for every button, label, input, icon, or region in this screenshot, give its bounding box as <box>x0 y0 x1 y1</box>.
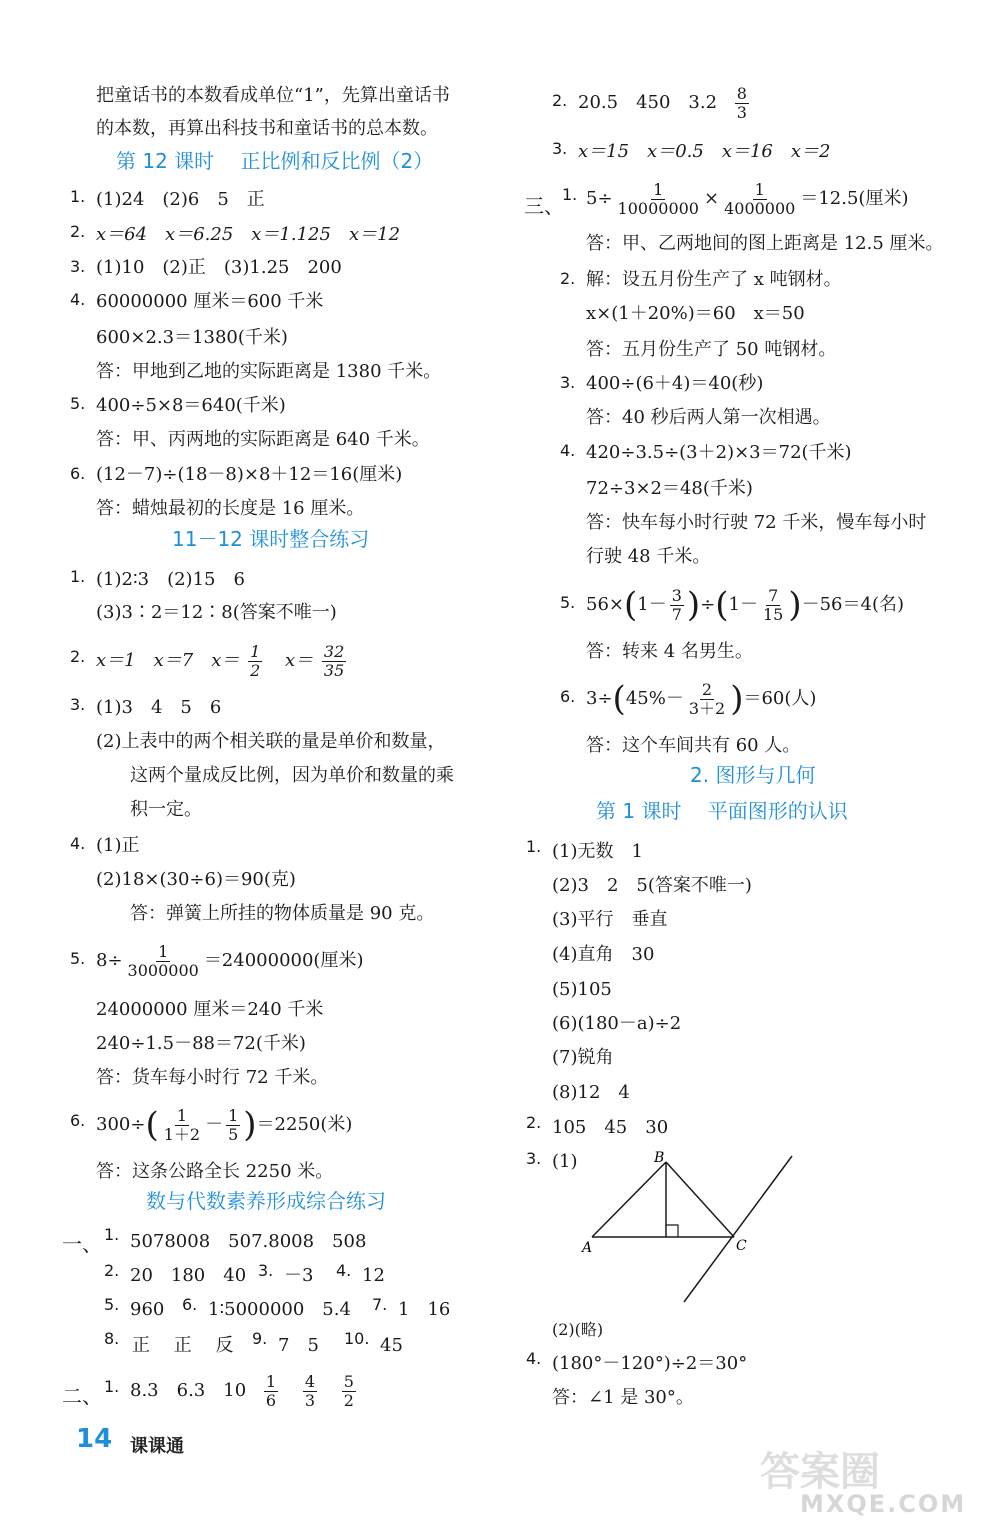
answer-text: (1) <box>552 1151 578 1172</box>
lesson-1-heading: 第 1 课时 平面图形的认识 <box>596 799 848 823</box>
intro-line-2: 的本数，再算出科技书和童话书的总本数。 <box>96 118 438 139</box>
answer-text: (12－7)÷(18－8)×8＋12＝16(厘米) <box>96 464 403 485</box>
item-number: 3. <box>258 1261 274 1280</box>
answer-text: 答：蜡烛最初的长度是 16 厘米。 <box>96 498 365 519</box>
vertex-label-c: C <box>736 1238 747 1254</box>
denominator: 3 <box>736 102 747 122</box>
answer-text: 行驶 48 千米。 <box>586 546 711 567</box>
fraction <box>126 943 201 980</box>
numerator: 1 <box>250 641 261 661</box>
answer-text: (8)12 4 <box>552 1082 630 1103</box>
denominator: 2 <box>250 660 261 680</box>
answer-text: (1)2∶3 (2)15 6 <box>96 569 245 590</box>
answer-text: (3)平行 垂直 <box>552 909 668 930</box>
item-number: 2. <box>70 647 86 666</box>
answer-text: (2)(略) <box>552 1320 604 1339</box>
answer-text: 答：甲、乙两地间的图上距离是 12.5 厘米。 <box>586 233 944 254</box>
answer-text: 45 <box>380 1335 403 1356</box>
numerator: 7 <box>768 585 779 605</box>
numerator: 1 <box>228 1105 239 1125</box>
answer-text: 答：40 秒后两人第一次相遇。 <box>586 407 831 428</box>
item-number: 5. <box>560 593 576 612</box>
answer-text: 答：货车每小时行 72 千米。 <box>96 1067 329 1088</box>
item-number: 7. <box>372 1295 388 1314</box>
fraction <box>616 181 701 218</box>
answer-text: 正 正 反 <box>132 1335 234 1356</box>
item-number: 2. <box>560 269 576 288</box>
answer-text <box>130 1370 359 1412</box>
answer-part: 3÷ <box>586 688 613 709</box>
answer-text <box>96 640 349 682</box>
answer-text <box>578 80 752 126</box>
denominator: 35 <box>323 660 345 680</box>
item-number: 1. <box>70 567 86 586</box>
item-number: 3. <box>526 1149 542 1168</box>
answer-part: 1－ <box>728 594 758 615</box>
answer-part: －56＝4(名) <box>801 594 905 615</box>
answer-text: 答：甲地到乙地的实际距离是 1380 千米。 <box>96 361 442 382</box>
item-number: 3. <box>70 695 86 714</box>
numerator: 1 <box>158 941 169 961</box>
answer-text: 答：∠1 是 30°。 <box>552 1387 694 1408</box>
chapter-heading: 2. 图形与几何 <box>690 763 816 787</box>
parallel-line <box>684 1156 792 1302</box>
item-number: 1. <box>104 1377 120 1396</box>
answer-part: 8.3 6.3 10 <box>130 1380 247 1401</box>
denominator: 1＋2 <box>163 1124 201 1144</box>
item-number: 2. <box>552 91 568 110</box>
answer-text: (2)3 2 5(答案不唯一) <box>552 875 752 896</box>
fraction <box>722 181 797 218</box>
denominator: 10000000 <box>617 198 699 218</box>
item-number: 4. <box>70 834 86 853</box>
answer-text: 72÷3×2＝48(千米) <box>586 478 753 499</box>
denominator: 2 <box>343 1390 354 1410</box>
answer-part: ＝12.5(厘米) <box>800 188 909 209</box>
numerator: 1 <box>265 1371 277 1391</box>
answer-part: ＝24000000(厘米) <box>203 950 364 971</box>
answer-part: 8÷ <box>96 950 123 971</box>
answer-text: 7 5 <box>278 1335 319 1356</box>
watermark-logo: 答案圈 <box>760 1449 880 1495</box>
answer-part: × <box>703 188 720 209</box>
triangle-side-bc <box>666 1162 734 1237</box>
answer-part: ＝2250(米) <box>256 1114 353 1135</box>
item-number: 1. <box>104 1225 120 1244</box>
item-number: 6. <box>182 1295 198 1314</box>
vertex-label-a: A <box>582 1240 593 1256</box>
answer-text: 答：快车每小时行驶 72 千米，慢车每小时 <box>586 512 927 533</box>
answer-text: (1)正 <box>96 835 140 856</box>
fraction <box>687 681 727 718</box>
item-number: 3. <box>560 373 576 392</box>
numerator: 4 <box>304 1371 315 1391</box>
answer-text: (1)3 4 5 6 <box>96 697 222 718</box>
denominator: 15 <box>762 604 784 624</box>
answer-text: 24000000 厘米＝240 千米 <box>96 999 324 1020</box>
answer-text: 960 <box>130 1299 165 1320</box>
answer-part: ÷ <box>700 594 716 615</box>
fraction <box>322 643 346 680</box>
answer-text: 12 <box>362 1265 385 1286</box>
answer-text: (6)(180－a)÷2 <box>552 1013 682 1034</box>
answer-text: 240÷1.5－88＝72(千米) <box>96 1033 306 1054</box>
numerator: 1 <box>754 179 765 199</box>
numerator: 8 <box>736 83 747 103</box>
item-number: 8. <box>104 1329 120 1348</box>
item-number: 6. <box>70 464 86 483</box>
item-number: 10. <box>344 1329 370 1348</box>
answer-text: 300÷( $\frac{1}{1+2}$ － $\frac{1}{5}$ )＝2250(米) <box>96 1105 353 1145</box>
answer-text: 1∶5000000 5.4 <box>208 1299 351 1320</box>
intro-line-1: 把童话书的本数看成单位“1”，先算出童话书 <box>96 85 450 106</box>
book-title: 课课通 <box>130 1436 184 1457</box>
answer-part: x＝1 x＝7 x＝ <box>96 650 240 671</box>
answer-text: (4)直角 30 <box>552 944 655 965</box>
answer-part: 1－ <box>637 594 667 615</box>
item-number: 5. <box>70 949 86 968</box>
answer-text: 答：这个车间共有 60 人。 <box>586 735 801 756</box>
answer-text: 1 16 <box>398 1299 451 1320</box>
part-label: 二、 <box>62 1384 102 1408</box>
item-number: 9. <box>252 1329 268 1348</box>
item-number: 5. <box>70 394 86 413</box>
numerator: 32 <box>323 641 345 661</box>
answer-text: 答：转来 4 名男生。 <box>586 641 753 662</box>
answer-text: 答：五月份生产了 50 吨钢材。 <box>586 339 837 360</box>
answer-text: (180°－120°)÷2＝30° <box>552 1353 748 1374</box>
answer-part: 300÷ <box>96 1114 146 1135</box>
denominator: 7 <box>671 604 682 624</box>
answer-text: 这两个量成反比例，因为单价和数量的乘 <box>130 765 454 786</box>
fraction <box>761 587 785 624</box>
item-number: 1. <box>70 187 86 206</box>
answer-text: x＝15 x＝0.5 x＝16 x＝2 <box>578 141 831 162</box>
answer-text: 105 45 30 <box>552 1117 669 1138</box>
answer-text: 答：弹簧上所挂的物体质量是 90 克。 <box>130 903 435 924</box>
answer-part: 56× <box>586 594 624 615</box>
answer-part: 5÷ <box>586 188 613 209</box>
fraction <box>248 643 262 680</box>
answer-text: 答：甲、丙两地的实际距离是 640 千米。 <box>96 429 430 450</box>
denominator: 3＋2 <box>688 698 726 718</box>
answer-part: 20.5 450 3.2 <box>578 92 718 113</box>
answer-text: 600×2.3＝1380(千米) <box>96 327 288 348</box>
answer-text: (2)18×(30÷6)＝90(克) <box>96 869 296 890</box>
fraction <box>264 1373 278 1410</box>
item-number: 6. <box>560 687 576 706</box>
right-angle-mark <box>666 1225 678 1237</box>
fraction <box>735 85 749 122</box>
fraction <box>342 1373 356 1410</box>
answer-text: 答：这条公路全长 2250 米。 <box>96 1161 334 1182</box>
answer-text <box>586 178 908 220</box>
vertex-label-b: B <box>654 1150 665 1166</box>
answer-text: 3÷(45%－ $\frac{2}{3+2}$ )＝60(人) <box>586 679 817 719</box>
answer-text: 56×(1－ $\frac{3}{7}$ )÷(1－ $\frac{7}{15}$ )－56＝4(名) <box>586 585 905 625</box>
item-number: 6. <box>70 1111 86 1130</box>
section-heading-comprehensive: 数与代数素养形成综合练习 <box>146 1189 386 1213</box>
numerator: 2 <box>701 679 713 699</box>
answer-text: (1)10 (2)正 (3)1.25 200 <box>96 257 342 278</box>
item-number: 4. <box>560 441 576 460</box>
answer-text: 5078008 507.8008 508 <box>130 1231 367 1252</box>
answer-text: (7)锐角 <box>552 1047 614 1068</box>
part-label: 三、 <box>524 194 564 218</box>
answer-text: (2)上表中的两个相关联的量是单价和数量， <box>96 731 446 752</box>
answer-text: x×(1＋20%)＝60 x＝50 <box>586 303 805 324</box>
answer-text: 解：设五月份生产了 x 吨钢材。 <box>586 269 842 290</box>
fraction <box>670 587 684 624</box>
answer-part: － <box>205 1114 224 1135</box>
denominator: 6 <box>265 1390 277 1410</box>
answer-text: 积一定。 <box>130 799 202 820</box>
answer-text: x＝64 x＝6.25 x＝1.125 x＝12 <box>96 224 401 245</box>
answer-text: (1)无数 1 <box>552 841 643 862</box>
answer-text: 400÷5×8＝640(千米) <box>96 395 286 416</box>
answer-text: 420÷3.5÷(3＋2)×3＝72(千米) <box>586 442 852 463</box>
item-number: 2. <box>526 1113 542 1132</box>
answer-text <box>96 940 363 982</box>
triangle-side-ab <box>592 1162 666 1237</box>
watermark-url: MXQE.COM <box>800 1490 967 1518</box>
denominator: 3000000 <box>127 960 199 980</box>
fraction <box>162 1107 202 1144</box>
geometry-figure <box>570 1150 830 1310</box>
item-number: 4. <box>70 290 86 309</box>
answer-text: (1)24 (2)6 5 正 <box>96 189 265 210</box>
answer-text: (5)105 <box>552 979 612 1000</box>
answer-part: x＝ <box>285 650 314 671</box>
item-number: 5. <box>104 1295 120 1314</box>
item-number: 2. <box>70 222 86 241</box>
item-number: 1. <box>562 185 578 204</box>
item-number: 4. <box>526 1349 542 1368</box>
item-number: 1. <box>526 837 542 856</box>
numerator: 3 <box>671 585 682 605</box>
part-label: 一、 <box>62 1232 102 1256</box>
denominator: 4000000 <box>724 198 796 218</box>
numerator: 1 <box>176 1105 187 1125</box>
section-heading-11-12: 11－12 课时整合练习 <box>172 527 370 551</box>
answer-text: (3)3∶2＝12∶8(答案不唯一) <box>96 602 337 623</box>
answer-part: 45%－ <box>625 688 684 709</box>
denominator: 5 <box>228 1124 239 1144</box>
denominator: 3 <box>304 1390 315 1410</box>
page-number: 14 <box>76 1424 113 1454</box>
answer-text: －3 <box>284 1265 314 1286</box>
item-number: 3. <box>70 257 86 276</box>
fraction <box>226 1107 240 1144</box>
numerator: 5 <box>343 1371 354 1391</box>
answer-text: 400÷(6＋4)＝40(秒) <box>586 373 764 394</box>
numerator: 1 <box>653 179 664 199</box>
fraction <box>303 1373 317 1410</box>
answer-text: 60000000 厘米＝600 千米 <box>96 291 324 312</box>
answer-text: 20 180 40 <box>130 1265 247 1286</box>
answer-part: ＝60(人) <box>743 688 817 709</box>
item-number: 2. <box>104 1261 120 1280</box>
item-number: 4. <box>336 1261 352 1280</box>
item-number: 3. <box>552 139 568 158</box>
lesson-12-heading: 第 12 课时 正比例和反比例（2） <box>116 149 434 173</box>
